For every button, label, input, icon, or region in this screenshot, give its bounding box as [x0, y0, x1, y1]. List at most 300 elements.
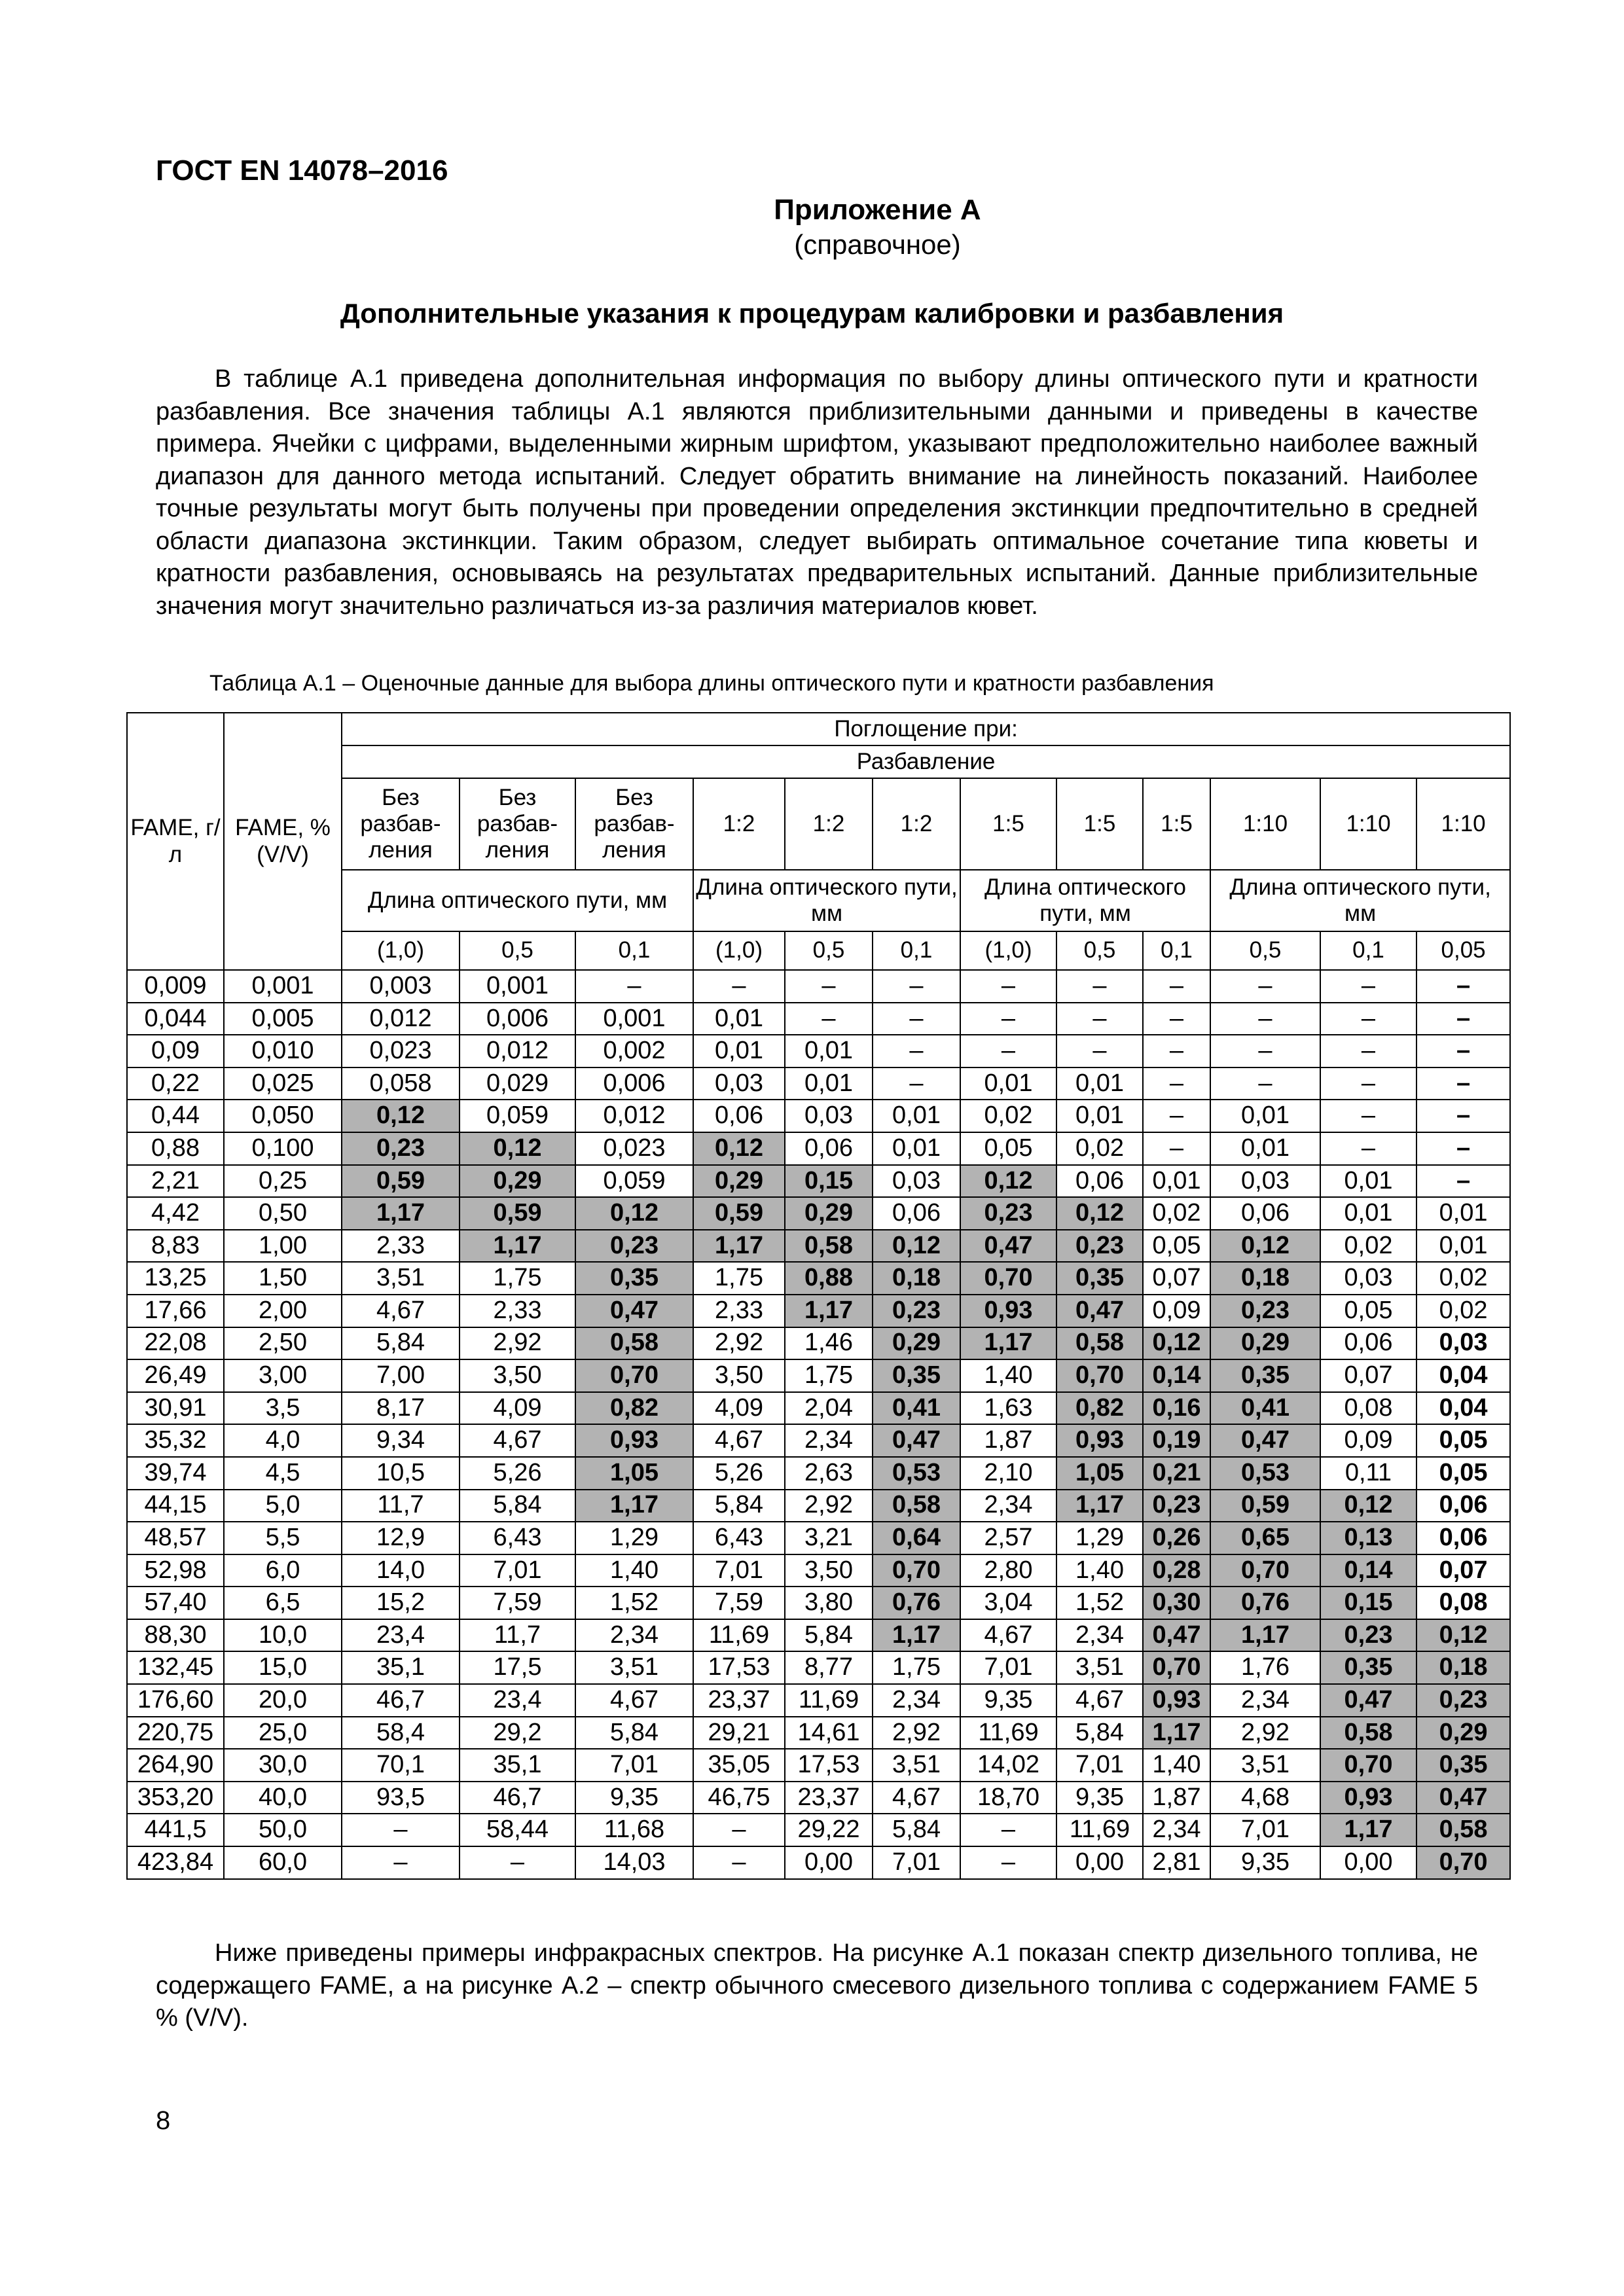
table-cell: 30,0: [224, 1749, 342, 1782]
table-cell: 0,29: [1210, 1327, 1320, 1360]
table-cell: 0,12: [1143, 1327, 1210, 1360]
table-cell: 5,84: [1056, 1717, 1143, 1749]
table-cell: 2,57: [960, 1522, 1056, 1554]
path-length-header: 0,1: [1143, 931, 1210, 970]
table-cell: 1,17: [960, 1327, 1056, 1360]
table-cell: 35,05: [693, 1749, 785, 1782]
table-caption: Таблица А.1 – Оценочные данные для выбора длины оптического пути и кратности разбавления: [209, 671, 1214, 696]
table-cell: 58,44: [460, 1814, 575, 1846]
table-row: [127, 1295, 1510, 1327]
table-cell: 0,23: [1320, 1619, 1416, 1652]
table-cell: 46,75: [693, 1782, 785, 1814]
table-cell: 0,29: [785, 1197, 873, 1230]
table-cell: 0,11: [1320, 1457, 1416, 1490]
table-cell: 1,75: [693, 1262, 785, 1295]
table-cell: 0,01: [1320, 1197, 1416, 1230]
table-cell: 0,02: [1416, 1295, 1510, 1327]
table-cell: 0,35: [575, 1262, 693, 1295]
table-cell: 1,75: [460, 1262, 575, 1295]
table-cell: 0,18: [873, 1262, 960, 1295]
table-cell: 6,43: [693, 1522, 785, 1554]
table-cell: 0,28: [1143, 1554, 1210, 1587]
table-cell: 3,50: [693, 1359, 785, 1392]
table-cell: 15,2: [342, 1587, 460, 1619]
table-cell: 0,70: [873, 1554, 960, 1587]
table-cell: 0,001: [224, 970, 342, 1003]
table-cell: –: [1143, 1132, 1210, 1165]
table-cell: –: [460, 1846, 575, 1879]
table-cell: 0,16: [1143, 1392, 1210, 1425]
table-cell: 48,57: [127, 1522, 224, 1554]
table-cell: 0,47: [1056, 1295, 1143, 1327]
table-cell: 0,76: [1210, 1587, 1320, 1619]
table-cell: 0,06: [873, 1197, 960, 1230]
table-row: [127, 1457, 1510, 1490]
table-cell: –: [1143, 970, 1210, 1003]
table-cell: –: [1320, 1100, 1416, 1132]
table-cell: 0,29: [693, 1165, 785, 1198]
table-cell: 3,51: [1210, 1749, 1320, 1782]
table-cell: 0,01: [693, 1003, 785, 1035]
table-row: [127, 1165, 1510, 1198]
table-cell: 0,47: [1210, 1424, 1320, 1457]
table-cell: 17,53: [693, 1651, 785, 1684]
table-cell: –: [1143, 1035, 1210, 1067]
table-cell: 0,03: [873, 1165, 960, 1198]
table-cell: 1,17: [342, 1197, 460, 1230]
table-cell: 17,5: [460, 1651, 575, 1684]
estimation-table: [126, 712, 1511, 1880]
path-group-header: Длина оптического пути, мм: [693, 870, 960, 931]
table-cell: –: [785, 1003, 873, 1035]
path-length-header: (1,0): [342, 931, 460, 970]
table-cell: 0,35: [1416, 1749, 1510, 1782]
table-row: [127, 1100, 1510, 1132]
table-cell: 0,059: [460, 1100, 575, 1132]
table-cell: 0,88: [127, 1132, 224, 1165]
table-cell: 40,0: [224, 1782, 342, 1814]
table-cell: 0,12: [460, 1132, 575, 1165]
table-cell: 14,0: [342, 1554, 460, 1587]
table-cell: 0,59: [460, 1197, 575, 1230]
table-cell: 1,75: [873, 1651, 960, 1684]
table-cell: 1,40: [1143, 1749, 1210, 1782]
table-cell: 1,52: [1056, 1587, 1143, 1619]
table-cell: 4,09: [693, 1392, 785, 1425]
table-cell: 220,75: [127, 1717, 224, 1749]
table-cell: 0,23: [1056, 1230, 1143, 1263]
path-length-header: 0,1: [873, 931, 960, 970]
table-cell: 0,12: [1320, 1490, 1416, 1522]
table-cell: 11,69: [960, 1717, 1056, 1749]
table-cell: 3,51: [575, 1651, 693, 1684]
table-cell: 1,29: [1056, 1522, 1143, 1554]
table-cell: 8,17: [342, 1392, 460, 1425]
section-title: Дополнительные указания к процедурам калибровки и разбавления: [340, 298, 1284, 329]
table-cell: 14,02: [960, 1749, 1056, 1782]
table-cell: 11,69: [1056, 1814, 1143, 1846]
table-cell: 0,93: [1320, 1782, 1416, 1814]
table-cell: 14,03: [575, 1846, 693, 1879]
table-cell: 11,69: [693, 1619, 785, 1652]
table-cell: 0,03: [1320, 1262, 1416, 1295]
table-cell: 0,06: [1210, 1197, 1320, 1230]
table-cell: 0,010: [224, 1035, 342, 1067]
table-cell: 1,46: [785, 1327, 873, 1360]
table-cell: 0,59: [693, 1197, 785, 1230]
table-cell: 2,92: [785, 1490, 873, 1522]
table-cell: 35,1: [460, 1749, 575, 1782]
table-cell: –: [1210, 1067, 1320, 1100]
table-cell: 5,5: [224, 1522, 342, 1554]
table-cell: 2,33: [460, 1295, 575, 1327]
path-length-header: 0,5: [1056, 931, 1143, 970]
table-cell: 1,52: [575, 1587, 693, 1619]
table-cell: 3,04: [960, 1587, 1056, 1619]
table-cell: 2,33: [693, 1295, 785, 1327]
table-cell: 1,17: [1210, 1619, 1320, 1652]
table-cell: 29,2: [460, 1717, 575, 1749]
table-cell: –: [873, 970, 960, 1003]
path-length-header: (1,0): [960, 931, 1056, 970]
table-cell: 0,03: [785, 1100, 873, 1132]
table-cell: 0,76: [873, 1587, 960, 1619]
table-cell: –: [1416, 1132, 1510, 1165]
table-cell: 0,06: [1416, 1522, 1510, 1554]
table-cell: 0,70: [1416, 1846, 1510, 1879]
table-cell: –: [1416, 1067, 1510, 1100]
table-cell: 0,35: [873, 1359, 960, 1392]
table-cell: –: [1056, 970, 1143, 1003]
table-cell: –: [1210, 970, 1320, 1003]
table-cell: 3,00: [224, 1359, 342, 1392]
table-cell: 4,67: [693, 1424, 785, 1457]
table-cell: 0,08: [1416, 1587, 1510, 1619]
table-cell: 8,83: [127, 1230, 224, 1263]
table-cell: 7,01: [575, 1749, 693, 1782]
table-cell: –: [960, 1003, 1056, 1035]
table-cell: –: [960, 1846, 1056, 1879]
table-cell: 0,03: [1416, 1327, 1510, 1360]
table-cell: 0,82: [575, 1392, 693, 1425]
table-cell: –: [1143, 1100, 1210, 1132]
table-cell: 0,012: [342, 1003, 460, 1035]
table-cell: 0,47: [873, 1424, 960, 1457]
header-fame-percent: FAME, % (V/V): [224, 713, 342, 970]
table-row: [127, 1651, 1510, 1684]
table-cell: 0,058: [342, 1067, 460, 1100]
table-cell: –: [873, 1067, 960, 1100]
table-cell: 5,84: [342, 1327, 460, 1360]
table-cell: 0,02: [1056, 1132, 1143, 1165]
table-cell: 0,93: [575, 1424, 693, 1457]
table-cell: 0,58: [575, 1327, 693, 1360]
table-row: [127, 1327, 1510, 1360]
table-cell: 0,23: [342, 1132, 460, 1165]
table-cell: 441,5: [127, 1814, 224, 1846]
table-cell: 1,87: [960, 1424, 1056, 1457]
table-cell: 0,15: [1320, 1587, 1416, 1619]
table-cell: 4,09: [460, 1392, 575, 1425]
table-cell: 132,45: [127, 1651, 224, 1684]
path-group-header: Длина оптического пути, мм: [960, 870, 1210, 931]
table-cell: 2,80: [960, 1554, 1056, 1587]
page-number: 8: [156, 2106, 171, 2135]
table-cell: 0,47: [575, 1295, 693, 1327]
table-cell: –: [1320, 1003, 1416, 1035]
table-cell: 4,5: [224, 1457, 342, 1490]
table-cell: 0,22: [127, 1067, 224, 1100]
table-cell: 0,65: [1210, 1522, 1320, 1554]
table-cell: 0,29: [873, 1327, 960, 1360]
table-cell: 70,1: [342, 1749, 460, 1782]
table-cell: 0,012: [460, 1035, 575, 1067]
table-cell: 0,41: [1210, 1392, 1320, 1425]
table-row: [127, 1424, 1510, 1457]
table-cell: 58,4: [342, 1717, 460, 1749]
table-cell: 4,67: [1056, 1684, 1143, 1717]
dilution-header: 1:10: [1320, 778, 1416, 870]
table-cell: 9,35: [960, 1684, 1056, 1717]
table-cell: –: [1210, 1003, 1320, 1035]
table-cell: 2,92: [693, 1327, 785, 1360]
table-cell: 0,25: [224, 1165, 342, 1198]
dilution-header: 1:2: [873, 778, 960, 870]
table-cell: 1,17: [785, 1295, 873, 1327]
table-cell: 0,64: [873, 1522, 960, 1554]
table-cell: 0,88: [785, 1262, 873, 1295]
table-cell: 0,100: [224, 1132, 342, 1165]
table-cell: 20,0: [224, 1684, 342, 1717]
table-cell: 0,03: [693, 1067, 785, 1100]
table-cell: 0,00: [1320, 1846, 1416, 1879]
table-row: [127, 1554, 1510, 1587]
table-cell: 0,09: [1143, 1295, 1210, 1327]
table-cell: 0,23: [575, 1230, 693, 1263]
dilution-header: 1:2: [785, 778, 873, 870]
table-cell: 176,60: [127, 1684, 224, 1717]
table-cell: 0,47: [960, 1230, 1056, 1263]
table-cell: 7,59: [460, 1587, 575, 1619]
table-cell: 12,9: [342, 1522, 460, 1554]
table-cell: 0,35: [1320, 1651, 1416, 1684]
table-cell: 0,59: [1210, 1490, 1320, 1522]
table-row: [127, 970, 1510, 1003]
table-cell: –: [1416, 1100, 1510, 1132]
table-cell: 1,17: [460, 1230, 575, 1263]
table-cell: 3,51: [1056, 1651, 1143, 1684]
table-cell: 22,08: [127, 1327, 224, 1360]
table-cell: 0,06: [1416, 1490, 1510, 1522]
table-cell: 5,84: [873, 1814, 960, 1846]
table-cell: –: [1056, 1035, 1143, 1067]
table-cell: 0,09: [1320, 1424, 1416, 1457]
table-cell: 5,84: [460, 1490, 575, 1522]
table-cell: 44,15: [127, 1490, 224, 1522]
table-cell: 10,5: [342, 1457, 460, 1490]
table-cell: 39,74: [127, 1457, 224, 1490]
table-cell: 0,001: [575, 1003, 693, 1035]
table-cell: 0,70: [575, 1359, 693, 1392]
table-cell: 0,04: [1416, 1359, 1510, 1392]
table-cell: 0,21: [1143, 1457, 1210, 1490]
table-cell: –: [693, 1846, 785, 1879]
dilution-header: 1:10: [1210, 778, 1320, 870]
table-cell: 50,0: [224, 1814, 342, 1846]
table-cell: 5,26: [460, 1457, 575, 1490]
table-cell: –: [873, 1035, 960, 1067]
table-cell: –: [1320, 970, 1416, 1003]
table-cell: 3,5: [224, 1392, 342, 1425]
table-cell: 0,08: [1320, 1392, 1416, 1425]
header-absorbance: Поглощение при:: [342, 713, 1510, 745]
table-cell: 1,40: [575, 1554, 693, 1587]
intro-paragraph: В таблице А.1 приведена дополнительная информация по выбору длины оптического пути и кратности разбавления. Все значения таблицы А.1 являются приблизительными данными и приведены в качестве примера. Ячейки с цифрами, выделенными жирным шрифтом, указывают предположительно наиболее важный диапазон для данного метода испытаний. Следует обратить внимание на линейность показаний. Наиболее точные результаты могут быть получены при проведении определения экстинкции предпочтительно в средней области диапазона экстинкции. Таким образом, следует выбирать оптимальное сочетание типа кюветы и кратности разбавления, основываясь на результатах предварительных испытаний. Данные приблизительные значения могут значительно различаться из-за различия материалов кювет.: [156, 365, 1478, 620]
table-cell: 23,37: [693, 1684, 785, 1717]
table-cell: 0,003: [342, 970, 460, 1003]
table-cell: 0,12: [693, 1132, 785, 1165]
table-cell: 1,29: [575, 1522, 693, 1554]
table-cell: 0,05: [960, 1132, 1056, 1165]
table-cell: –: [693, 970, 785, 1003]
table-row: [127, 1684, 1510, 1717]
table-cell: –: [960, 1035, 1056, 1067]
table-row: [127, 1782, 1510, 1814]
table-cell: –: [1416, 970, 1510, 1003]
table-cell: 2,34: [960, 1490, 1056, 1522]
table-row: [127, 1814, 1510, 1846]
table-cell: 1,17: [1143, 1717, 1210, 1749]
table-cell: –: [1056, 1003, 1143, 1035]
table-cell: 1,17: [1056, 1490, 1143, 1522]
table-cell: 11,7: [460, 1619, 575, 1652]
table-cell: 2,63: [785, 1457, 873, 1490]
table-cell: 2,04: [785, 1392, 873, 1425]
table-cell: 8,77: [785, 1651, 873, 1684]
table-cell: 5,84: [693, 1490, 785, 1522]
table-cell: 0,23: [1210, 1295, 1320, 1327]
table-cell: 2,81: [1143, 1846, 1210, 1879]
table-cell: 9,35: [1056, 1782, 1143, 1814]
table-row: [127, 1132, 1510, 1165]
table-row: [127, 1490, 1510, 1522]
table-cell: 4,67: [575, 1684, 693, 1717]
table-cell: 0,53: [873, 1457, 960, 1490]
table-cell: 0,006: [575, 1067, 693, 1100]
table-cell: 0,23: [873, 1295, 960, 1327]
path-length-header: 0,05: [1416, 931, 1510, 970]
dilution-header: 1:10: [1416, 778, 1510, 870]
dilution-header: Без разбав-ления: [342, 778, 460, 870]
table-cell: 0,005: [224, 1003, 342, 1035]
table-cell: 9,35: [1210, 1846, 1320, 1879]
table-cell: 0,23: [960, 1197, 1056, 1230]
path-length-header: 0,5: [1210, 931, 1320, 970]
table-cell: 0,06: [1320, 1327, 1416, 1360]
table-cell: 3,51: [873, 1749, 960, 1782]
table-cell: 0,70: [1210, 1554, 1320, 1587]
path-length-header: 0,1: [575, 931, 693, 970]
table-cell: 423,84: [127, 1846, 224, 1879]
table-cell: 0,12: [1210, 1230, 1320, 1263]
table-cell: 0,02: [1320, 1230, 1416, 1263]
table-cell: 0,15: [785, 1165, 873, 1198]
table-cell: 4,0: [224, 1424, 342, 1457]
table-cell: 23,4: [460, 1684, 575, 1717]
table-cell: 0,47: [1416, 1782, 1510, 1814]
table-cell: 0,41: [873, 1392, 960, 1425]
table-cell: 15,0: [224, 1651, 342, 1684]
table-cell: 2,34: [1056, 1619, 1143, 1652]
annex-subtitle: (справочное): [794, 229, 961, 260]
table-cell: –: [693, 1814, 785, 1846]
table-cell: 5,84: [785, 1619, 873, 1652]
table-cell: –: [1143, 1067, 1210, 1100]
dilution-header: 1:5: [1056, 778, 1143, 870]
table-row: [127, 1230, 1510, 1263]
document-code: ГОСТ EN 14078–2016: [156, 154, 448, 187]
table-cell: 4,67: [460, 1424, 575, 1457]
table-cell: 0,04: [1416, 1392, 1510, 1425]
table-cell: 2,92: [460, 1327, 575, 1360]
table-row: [127, 1846, 1510, 1879]
table-cell: 0,01: [1056, 1100, 1143, 1132]
table-cell: 3,50: [460, 1359, 575, 1392]
table-cell: 5,84: [575, 1717, 693, 1749]
table-cell: 1,75: [785, 1359, 873, 1392]
table-cell: 46,7: [342, 1684, 460, 1717]
table-cell: 2,34: [1210, 1684, 1320, 1717]
table-cell: 0,02: [1143, 1197, 1210, 1230]
table-cell: 0,47: [1143, 1619, 1210, 1652]
table-cell: –: [1320, 1067, 1416, 1100]
table-cell: 0,07: [1320, 1359, 1416, 1392]
table-cell: 0,58: [1416, 1814, 1510, 1846]
dilution-header: Без разбав-ления: [575, 778, 693, 870]
table-cell: 11,68: [575, 1814, 693, 1846]
table-cell: 0,07: [1143, 1262, 1210, 1295]
table-cell: 0,01: [873, 1100, 960, 1132]
table-cell: –: [1416, 1035, 1510, 1067]
table-cell: 0,59: [342, 1165, 460, 1198]
table-cell: 0,12: [575, 1197, 693, 1230]
dilution-header: 1:2: [693, 778, 785, 870]
table-cell: 9,35: [575, 1782, 693, 1814]
dilution-header: 1:5: [960, 778, 1056, 870]
table-cell: 0,06: [1056, 1165, 1143, 1198]
table-cell: 0,12: [1416, 1619, 1510, 1652]
table-cell: 0,05: [1416, 1457, 1510, 1490]
table-cell: 0,18: [1210, 1262, 1320, 1295]
table-cell: –: [1143, 1003, 1210, 1035]
table-cell: 0,93: [1143, 1684, 1210, 1717]
table-row: [127, 1619, 1510, 1652]
table-row: [127, 1035, 1510, 1067]
table-cell: 30,91: [127, 1392, 224, 1425]
table-row: [127, 1197, 1510, 1230]
table-cell: 0,44: [127, 1100, 224, 1132]
table-cell: 0,002: [575, 1035, 693, 1067]
table-cell: 0,01: [693, 1035, 785, 1067]
table-cell: 0,12: [342, 1100, 460, 1132]
table-row: [127, 1262, 1510, 1295]
table-cell: 0,03: [1210, 1165, 1320, 1198]
table-cell: 5,26: [693, 1457, 785, 1490]
table-cell: 7,01: [460, 1554, 575, 1587]
table-cell: 2,92: [873, 1717, 960, 1749]
table-cell: 0,58: [873, 1490, 960, 1522]
table-cell: 2,34: [1143, 1814, 1210, 1846]
